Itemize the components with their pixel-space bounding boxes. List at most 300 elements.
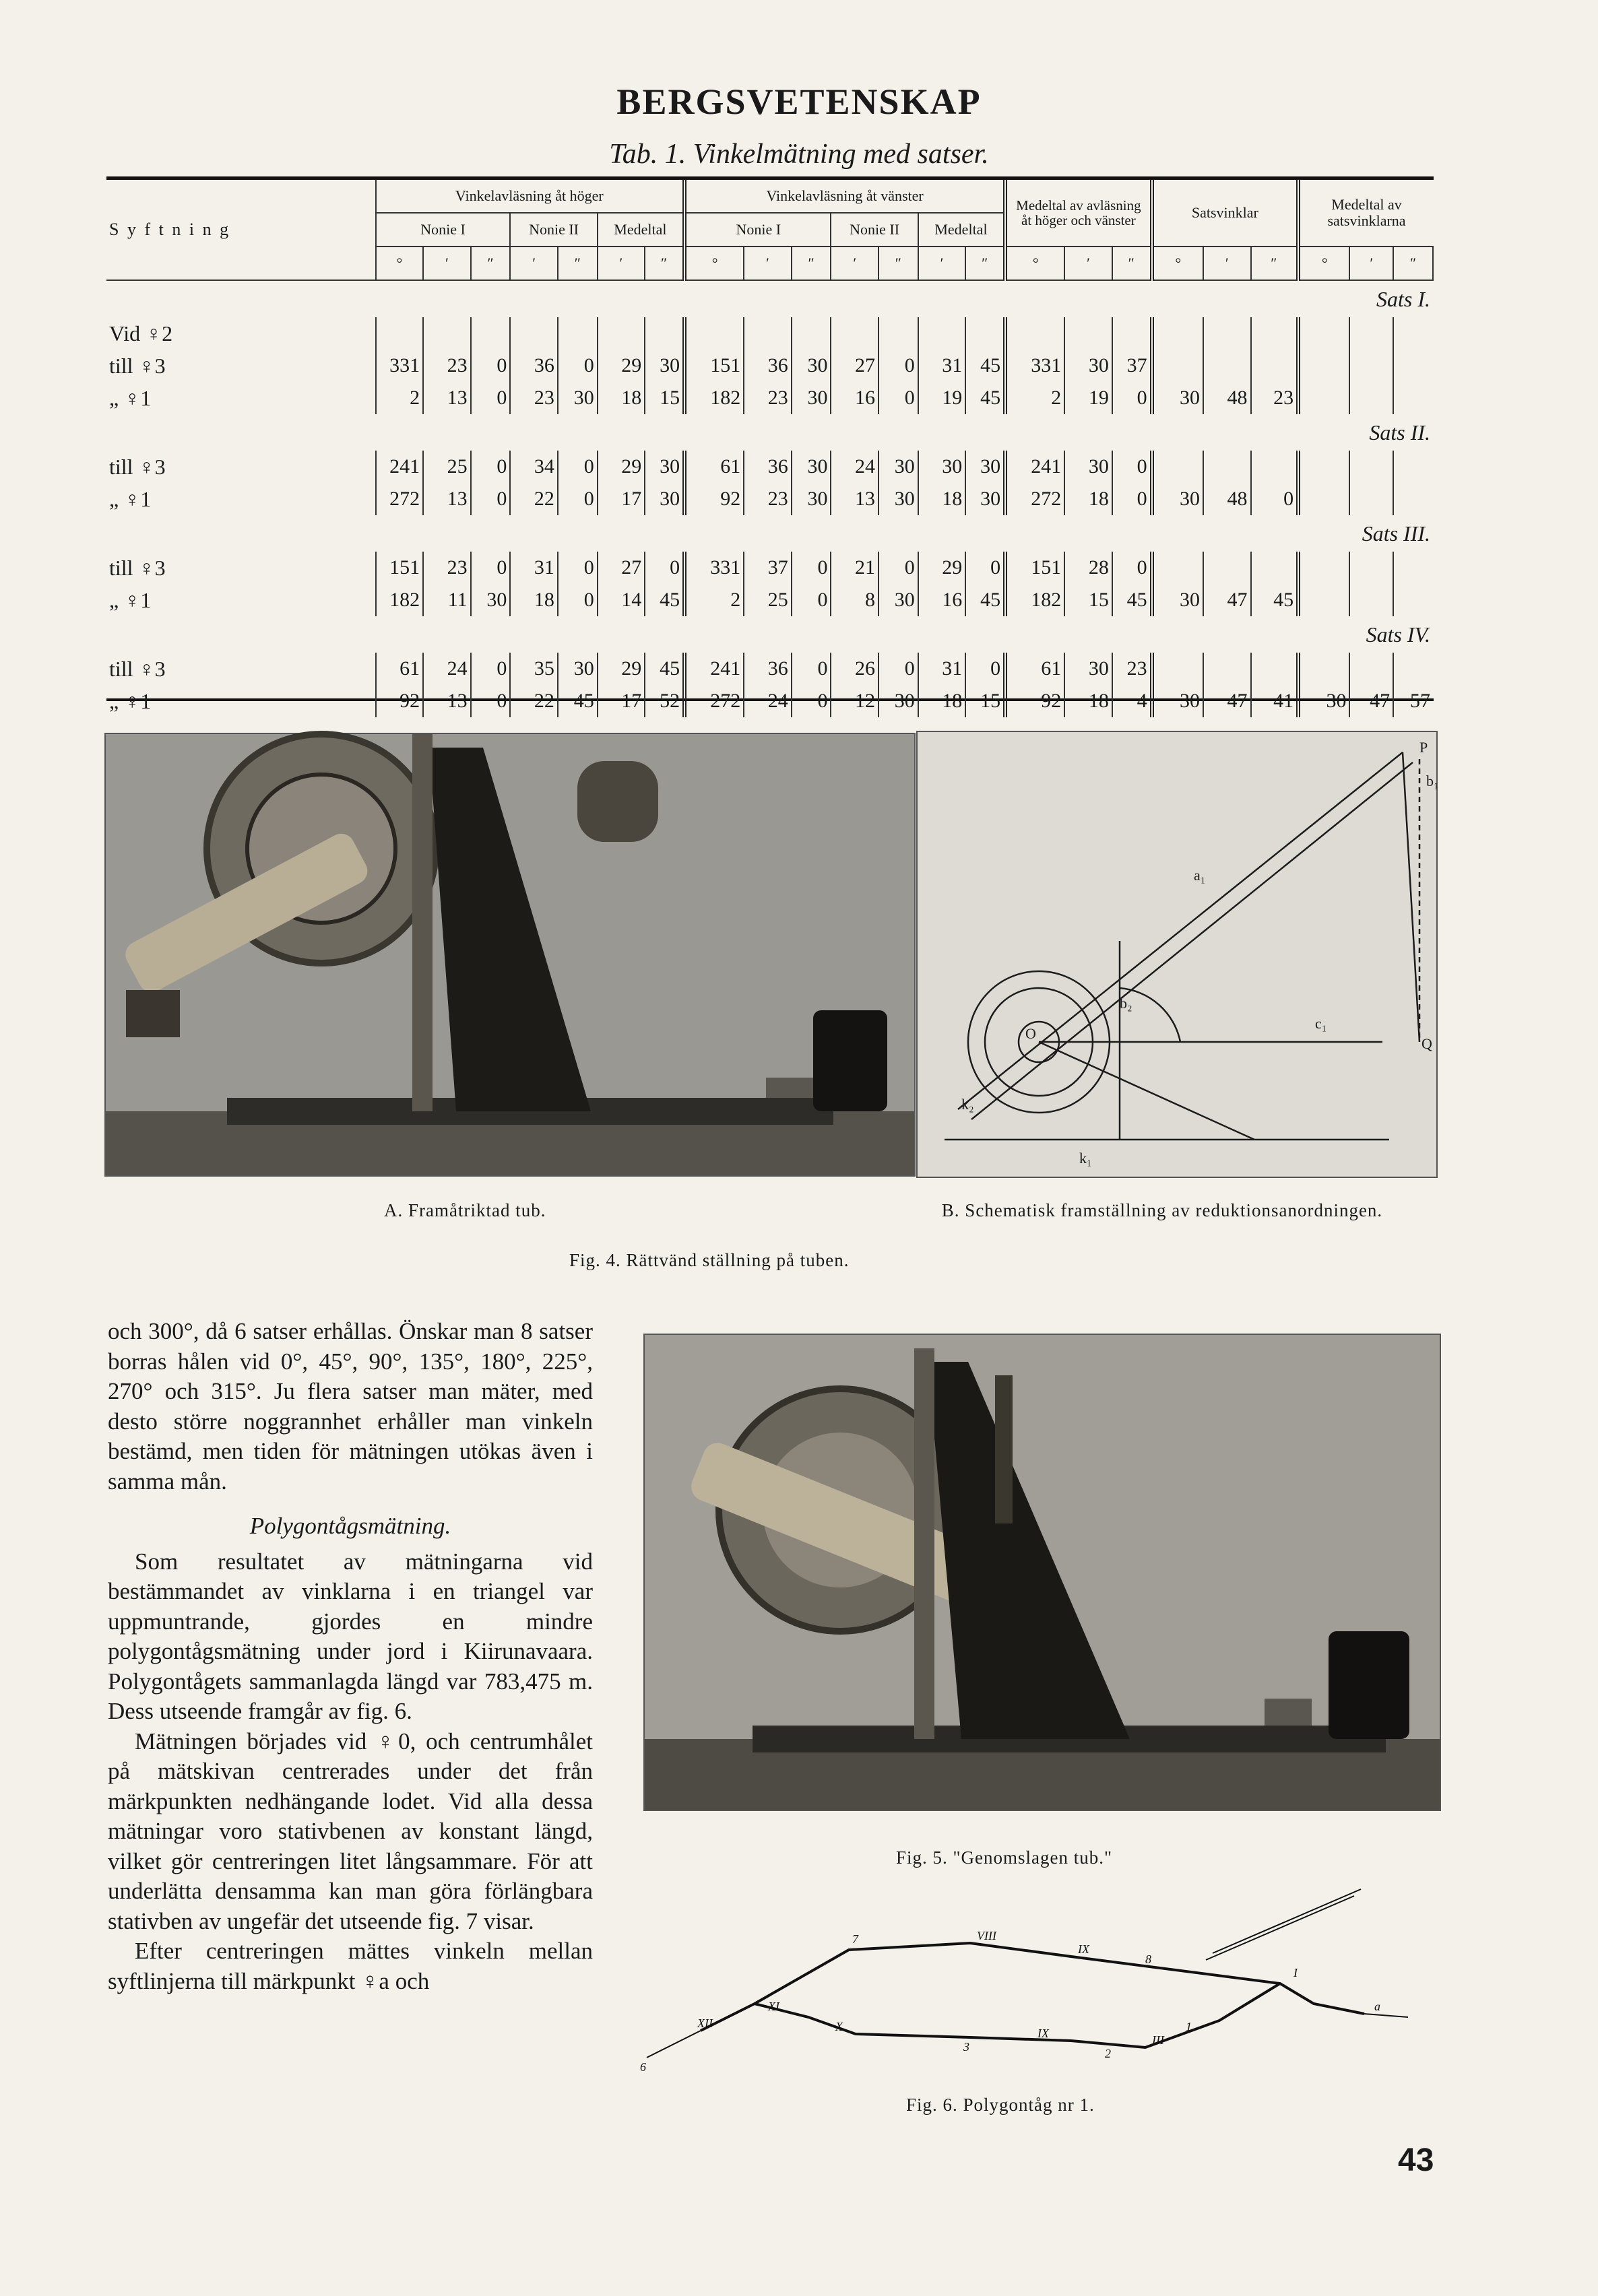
table-cell: 12 xyxy=(831,685,878,717)
table-cell xyxy=(1251,552,1299,584)
table-cell: 0 xyxy=(792,685,831,717)
table-cell: 30 xyxy=(558,382,598,414)
table-cell: 31 xyxy=(918,653,966,685)
table-cell: 31 xyxy=(918,350,966,382)
table-cell xyxy=(510,317,558,350)
paragraph-3: Mätningen börjades vid ♀0, och centrumhålet på mätskivan centrerades under det från märkpunkten nedhängande lodet. Vid alla dessa mätningar voro stativbenen av konstant längd, vilket gör centreringen litet långsammare. För att underlätta densamma kan man göra förlängbara stativben av ungefär det utseende fig. 7 visar. xyxy=(108,1728,593,1934)
table-cell: 45 xyxy=(645,584,684,616)
table-cell: 331 xyxy=(684,552,744,584)
header-hoger: Vinkelavläsning åt höger xyxy=(376,180,684,213)
fig4a-photo xyxy=(104,733,916,1177)
table-cell xyxy=(1251,451,1299,483)
table-cell: 27 xyxy=(598,552,645,584)
table-cell: 48 xyxy=(1203,382,1251,414)
table-cell: 272 xyxy=(684,685,744,717)
table-cell: 35 xyxy=(510,653,558,685)
svg-text:I: I xyxy=(1293,1966,1298,1979)
table-cell: 0 xyxy=(1112,451,1152,483)
table-cell: 23 xyxy=(744,382,792,414)
table-cell: 0 xyxy=(965,653,1005,685)
table-cell xyxy=(1203,552,1251,584)
unit-header: ° xyxy=(1152,247,1203,280)
table-cell xyxy=(1393,350,1433,382)
unit-header: ′ xyxy=(1064,247,1112,280)
svg-text:XI: XI xyxy=(768,2000,779,2013)
table-cell: 182 xyxy=(1005,584,1064,616)
svg-text:b₁: b₁ xyxy=(1426,773,1439,789)
table-cell: 30 xyxy=(645,483,684,515)
table-cell: 0 xyxy=(965,552,1005,584)
table-cell: 22 xyxy=(510,685,558,717)
table-cell: 0 xyxy=(471,451,511,483)
table-cell: 30 xyxy=(1064,350,1112,382)
table-cell: 52 xyxy=(645,685,684,717)
table-cell: 241 xyxy=(1005,451,1064,483)
table-cell: 0 xyxy=(471,483,511,515)
row-syftning: „ ♀1 xyxy=(106,685,376,717)
row-syftning: „ ♀1 xyxy=(106,382,376,414)
table-cell: 47 xyxy=(1203,584,1251,616)
table-cell: 0 xyxy=(471,350,511,382)
table-cell xyxy=(1298,552,1349,584)
table-cell: 45 xyxy=(965,584,1005,616)
unit-header: ″ xyxy=(792,247,831,280)
unit-header: ″ xyxy=(558,247,598,280)
table-cell: 23 xyxy=(423,552,471,584)
fig4-caption: Fig. 4. Rättvänd ställning på tuben. xyxy=(569,1250,850,1270)
unit-header: ″ xyxy=(1112,247,1152,280)
table-cell: 34 xyxy=(510,451,558,483)
table-cell: 0 xyxy=(792,653,831,685)
table-row xyxy=(106,653,1433,685)
table-cell: 0 xyxy=(558,350,598,382)
table-cell: 15 xyxy=(645,382,684,414)
unit-header: ″ xyxy=(645,247,684,280)
table-cell: 22 xyxy=(510,483,558,515)
unit-header: ′ xyxy=(598,247,645,280)
svg-text:6: 6 xyxy=(640,2060,646,2074)
table-cell: 36 xyxy=(744,653,792,685)
svg-text:2: 2 xyxy=(1105,2047,1111,2060)
table-cell: 30 xyxy=(471,584,511,616)
table-cell: 0 xyxy=(471,382,511,414)
table-cell: 2 xyxy=(376,382,424,414)
table-cell: 30 xyxy=(645,451,684,483)
table-cell: 241 xyxy=(684,653,744,685)
table-cell: 0 xyxy=(558,483,598,515)
svg-text:Q: Q xyxy=(1421,1035,1432,1052)
table-cell: 18 xyxy=(1064,685,1112,717)
row-syftning: „ ♀1 xyxy=(106,483,376,515)
table-cell xyxy=(1349,653,1393,685)
table-cell: 30 xyxy=(1152,584,1203,616)
table-cell: 23 xyxy=(510,382,558,414)
table-cell: 29 xyxy=(918,552,966,584)
table-cell: 24 xyxy=(831,451,878,483)
table-cell xyxy=(1005,317,1064,350)
table-cell: 23 xyxy=(744,483,792,515)
table-cell xyxy=(1298,317,1349,350)
table-cell: 182 xyxy=(684,382,744,414)
table-cell: 0 xyxy=(1112,552,1152,584)
table-cell xyxy=(1298,382,1349,414)
svg-text:a: a xyxy=(1374,2000,1380,2013)
table-cell: 13 xyxy=(831,483,878,515)
table-cell: 25 xyxy=(744,584,792,616)
table-cell: 182 xyxy=(376,584,424,616)
table-cell xyxy=(744,317,792,350)
paragraph-4: Efter centreringen mättes vinkeln mellan syftlinjerna till märkpunkt ♀a och xyxy=(108,1938,593,1994)
table-cell: 30 xyxy=(792,350,831,382)
table-row xyxy=(106,584,1433,616)
table-cell: 61 xyxy=(376,653,424,685)
table-cell: 30 xyxy=(558,653,598,685)
table-cell: 8 xyxy=(831,584,878,616)
table-cell: 2 xyxy=(684,584,744,616)
table-cell xyxy=(1393,584,1433,616)
table-cell: 45 xyxy=(965,350,1005,382)
table-cell: 30 xyxy=(1152,483,1203,515)
table-cell xyxy=(1203,653,1251,685)
table-cell xyxy=(1251,653,1299,685)
table-cell: 36 xyxy=(510,350,558,382)
table-cell: 29 xyxy=(598,451,645,483)
table-cell: 272 xyxy=(376,483,424,515)
table-cell: 30 xyxy=(965,451,1005,483)
table-cell xyxy=(1152,317,1203,350)
table-cell xyxy=(684,317,744,350)
table-cell xyxy=(423,317,471,350)
table-cell xyxy=(1203,317,1251,350)
table-row xyxy=(106,317,1433,350)
table-cell: 151 xyxy=(1005,552,1064,584)
table-cell: 0 xyxy=(645,552,684,584)
table-cell: 30 xyxy=(1298,685,1349,717)
header-nonie1: Nonie I xyxy=(376,213,511,247)
fig6-polygon-diagram xyxy=(633,1876,1442,2091)
table-cell: 18 xyxy=(510,584,558,616)
sats-label: Sats III. xyxy=(1362,521,1430,546)
table-cell xyxy=(1112,317,1152,350)
table-cell: 16 xyxy=(831,382,878,414)
table-cell: 45 xyxy=(1251,584,1299,616)
table-cell: 45 xyxy=(965,382,1005,414)
table-cell: 0 xyxy=(471,552,511,584)
table-cell: 30 xyxy=(918,451,966,483)
table-cell: 0 xyxy=(878,382,918,414)
unit-header: ° xyxy=(1005,247,1064,280)
table-cell: 13 xyxy=(423,483,471,515)
table-cell: 241 xyxy=(376,451,424,483)
body-text xyxy=(108,1317,593,1996)
fig5-caption: Fig. 5. "Genomslagen tub." xyxy=(896,1847,1113,1868)
table-cell: 19 xyxy=(918,382,966,414)
table-cell: 0 xyxy=(878,552,918,584)
row-syftning: till ♀3 xyxy=(106,653,376,685)
table-cell xyxy=(1393,382,1433,414)
table-cell xyxy=(1298,483,1349,515)
table-cell xyxy=(878,317,918,350)
table-cell: 15 xyxy=(965,685,1005,717)
table-cell: 0 xyxy=(792,552,831,584)
table-cell xyxy=(1349,451,1393,483)
table-cell xyxy=(376,317,424,350)
table-cell xyxy=(1349,552,1393,584)
table-cell xyxy=(1152,350,1203,382)
angle-table xyxy=(106,176,1434,713)
row-syftning: „ ♀1 xyxy=(106,584,376,616)
header-nonie2: Nonie II xyxy=(831,213,918,247)
fig4b-schematic xyxy=(916,731,1438,1178)
table-cell: 4 xyxy=(1112,685,1152,717)
header-medeltal-h: Medeltal xyxy=(598,213,684,247)
table-cell xyxy=(1393,483,1433,515)
table-cell: 15 xyxy=(1064,584,1112,616)
table-cell: 48 xyxy=(1203,483,1251,515)
table-cell xyxy=(558,317,598,350)
table-cell: 31 xyxy=(510,552,558,584)
table-cell: 36 xyxy=(744,350,792,382)
table-cell: 27 xyxy=(831,350,878,382)
row-syftning: till ♀3 xyxy=(106,552,376,584)
fig5-photo xyxy=(643,1334,1441,1811)
table-cell xyxy=(1251,317,1299,350)
unit-header: ′ xyxy=(1203,247,1251,280)
table-cell xyxy=(1349,317,1393,350)
table-cell xyxy=(1152,552,1203,584)
table-row xyxy=(106,483,1433,515)
table-cell: 41 xyxy=(1251,685,1299,717)
sats-label: Sats II. xyxy=(1369,420,1430,445)
svg-text:XII: XII xyxy=(697,2016,713,2030)
table-cell: 92 xyxy=(1005,685,1064,717)
table-cell: 14 xyxy=(598,584,645,616)
fig6-caption: Fig. 6. Polygontåg nr 1. xyxy=(906,2095,1095,2115)
table-cell: 18 xyxy=(918,483,966,515)
table-cell: 26 xyxy=(831,653,878,685)
table-cell xyxy=(1298,451,1349,483)
table-cell: 30 xyxy=(792,382,831,414)
table-cell xyxy=(1393,552,1433,584)
table-cell: 37 xyxy=(744,552,792,584)
table-cell: 0 xyxy=(1112,382,1152,414)
table-row xyxy=(106,552,1433,584)
table-cell: 331 xyxy=(376,350,424,382)
table-cell: 37 xyxy=(1112,350,1152,382)
unit-header: ′ xyxy=(744,247,792,280)
table-cell: 28 xyxy=(1064,552,1112,584)
table-cell: 30 xyxy=(878,685,918,717)
table-cell: 0 xyxy=(1112,483,1152,515)
table-cell: 92 xyxy=(684,483,744,515)
svg-text:P: P xyxy=(1419,739,1428,756)
table-cell: 151 xyxy=(376,552,424,584)
table-cell: 47 xyxy=(1203,685,1251,717)
row-syftning: Vid ♀2 xyxy=(106,317,376,350)
table-cell: 23 xyxy=(423,350,471,382)
table-cell: 57 xyxy=(1410,690,1430,712)
header-medeltal: Medeltal av avläsning åt höger och vänster xyxy=(1005,180,1151,247)
unit-header: ° xyxy=(684,247,744,280)
svg-text:8: 8 xyxy=(1145,1953,1151,1966)
table-cell: 17 xyxy=(598,483,645,515)
table-cell: 272 xyxy=(1005,483,1064,515)
table-cell xyxy=(1298,653,1349,685)
svg-text:b₂: b₂ xyxy=(1120,995,1132,1012)
table-cell xyxy=(1203,350,1251,382)
unit-header: ′ xyxy=(510,247,558,280)
table-cell xyxy=(831,317,878,350)
table-cell: 11 xyxy=(423,584,471,616)
table-cell: 23 xyxy=(1112,653,1152,685)
row-syftning: till ♀3 xyxy=(106,451,376,483)
table-cell: 18 xyxy=(598,382,645,414)
table-cell: 0 xyxy=(471,685,511,717)
header-syftning: S y f t n i n g xyxy=(106,180,376,280)
unit-header: ′ xyxy=(831,247,878,280)
unit-header: ′ xyxy=(918,247,966,280)
table-cell: 36 xyxy=(744,451,792,483)
table-cell xyxy=(1298,350,1349,382)
table-cell: 2 xyxy=(1005,382,1064,414)
svg-text:7: 7 xyxy=(852,1932,858,1946)
table-cell: 25 xyxy=(423,451,471,483)
table-cell: 30 xyxy=(878,483,918,515)
svg-text:O: O xyxy=(1025,1025,1036,1042)
table-cell: 13 xyxy=(423,685,471,717)
table-cell: 24 xyxy=(744,685,792,717)
table-cell: 30 xyxy=(645,350,684,382)
header-medeltal-sats: Medeltal av satsvinklarna xyxy=(1298,180,1433,247)
row-syftning: till ♀3 xyxy=(106,350,376,382)
svg-text:3: 3 xyxy=(963,2040,969,2054)
unit-header: ° xyxy=(376,247,424,280)
section-heading: Polygontågsmätning. xyxy=(249,1513,451,1539)
svg-text:IX: IX xyxy=(1078,1942,1089,1956)
header-nonie1: Nonie I xyxy=(684,213,831,247)
table-cell xyxy=(1064,317,1112,350)
table-cell: 45 xyxy=(1112,584,1152,616)
table-row xyxy=(106,685,1433,717)
header-satsvinklar: Satsvinklar xyxy=(1152,180,1298,247)
unit-header: ″ xyxy=(965,247,1005,280)
svg-text:c₁: c₁ xyxy=(1315,1015,1327,1032)
page-number: 43 xyxy=(1398,2142,1434,2178)
sats-label: Sats I. xyxy=(1376,286,1430,311)
table-cell: 331 xyxy=(1005,350,1064,382)
table-cell: 92 xyxy=(376,685,424,717)
paragraph-1: och 300°, då 6 satser erhållas. Önskar man 8 satser borras hålen vid 0°, 45°, 90°, 135°, 180°, 225°, 270° och 315°. Ju flera satser man mäter, med desto större noggrannhet erhåller man vinkeln bestämd, men tiden för mätningen utökas även i samma mån. xyxy=(108,1318,593,1495)
table-cell xyxy=(598,317,645,350)
table-cell: 30 xyxy=(1152,382,1203,414)
table-cell: 61 xyxy=(1005,653,1064,685)
table-cell: 0 xyxy=(558,552,598,584)
header-vanster: Vinkelavläsning åt vänster xyxy=(684,180,1005,213)
table-cell: 17 xyxy=(598,685,645,717)
table-cell xyxy=(1298,584,1349,616)
table-cell: 0 xyxy=(558,584,598,616)
svg-text:k₁: k₁ xyxy=(1079,1150,1092,1167)
table-cell: 30 xyxy=(792,483,831,515)
table-cell: 19 xyxy=(1064,382,1112,414)
table-cell: 0 xyxy=(558,451,598,483)
table-cell: 24 xyxy=(423,653,471,685)
table-cell: 30 xyxy=(1152,685,1203,717)
fig4b-caption: B. Schematisk framställning av reduktionsanordningen. xyxy=(941,1200,1383,1220)
svg-text:VIII: VIII xyxy=(977,1929,996,1942)
table-cell: 0 xyxy=(1251,483,1299,515)
table-cell: 47 xyxy=(1349,685,1393,717)
table-cell: 61 xyxy=(684,451,744,483)
table-cell: 18 xyxy=(1064,483,1112,515)
table-cell: 30 xyxy=(1064,653,1112,685)
table-cell: 0 xyxy=(471,653,511,685)
table-cell xyxy=(965,317,1005,350)
table-cell: 18 xyxy=(918,685,966,717)
table-cell: 0 xyxy=(878,350,918,382)
fig4a-caption: A. Framåtriktad tub. xyxy=(384,1200,546,1220)
table-cell: 30 xyxy=(878,451,918,483)
table-cell xyxy=(1152,653,1203,685)
svg-text:X: X xyxy=(835,2020,843,2033)
table-row xyxy=(106,382,1433,414)
svg-text:k₂: k₂ xyxy=(961,1096,974,1113)
table-cell xyxy=(792,317,831,350)
paragraph-2: Som resultatet av mätningarna vid bestämmandet av vinklarna i en triangel var uppmuntrande, gjordes en mindre polygontågsmätning under jord i Kiirunavaara. Polygontågets sammanlagda längd var 783,475 m. Dess utseende framgår av fig. 6. xyxy=(108,1548,593,1724)
table-cell xyxy=(1393,451,1433,483)
svg-text:1: 1 xyxy=(1186,2020,1192,2033)
unit-header: ″ xyxy=(878,247,918,280)
table-cell: 23 xyxy=(1251,382,1299,414)
table-cell: 45 xyxy=(645,653,684,685)
table-cell xyxy=(918,317,966,350)
header-medeltal-v: Medeltal xyxy=(918,213,1005,247)
table-cell xyxy=(1349,584,1393,616)
table-row xyxy=(106,451,1433,483)
table-cell xyxy=(1349,382,1393,414)
table-cell xyxy=(1393,317,1433,350)
table-cell: 16 xyxy=(918,584,966,616)
table-cell xyxy=(471,317,511,350)
table-caption: Tab. 1. Vinkelmätning med satser. xyxy=(609,139,989,170)
table-cell: 151 xyxy=(684,350,744,382)
table-cell xyxy=(1152,451,1203,483)
table-cell: 30 xyxy=(792,451,831,483)
table-cell xyxy=(645,317,684,350)
table-cell: 30 xyxy=(878,584,918,616)
table-cell: 30 xyxy=(1064,451,1112,483)
table-cell: 21 xyxy=(831,552,878,584)
table-row xyxy=(106,350,1433,382)
table-cell xyxy=(1349,350,1393,382)
unit-header: ° xyxy=(1298,247,1349,280)
table-cell: 45 xyxy=(558,685,598,717)
table-cell: 30 xyxy=(965,483,1005,515)
table-cell xyxy=(1349,483,1393,515)
header-nonie2: Nonie II xyxy=(510,213,597,247)
svg-text:IX: IX xyxy=(1037,2027,1049,2040)
table-cell: 0 xyxy=(792,584,831,616)
table-cell xyxy=(1203,451,1251,483)
unit-header: ′ xyxy=(1349,247,1393,280)
unit-header: ″ xyxy=(1251,247,1299,280)
unit-header: ″ xyxy=(1393,247,1433,280)
table-cell: 29 xyxy=(598,350,645,382)
sats-label: Sats IV. xyxy=(1366,622,1430,647)
svg-text:a₁: a₁ xyxy=(1194,867,1206,884)
table-cell xyxy=(1393,653,1433,685)
table-cell: 0 xyxy=(878,653,918,685)
